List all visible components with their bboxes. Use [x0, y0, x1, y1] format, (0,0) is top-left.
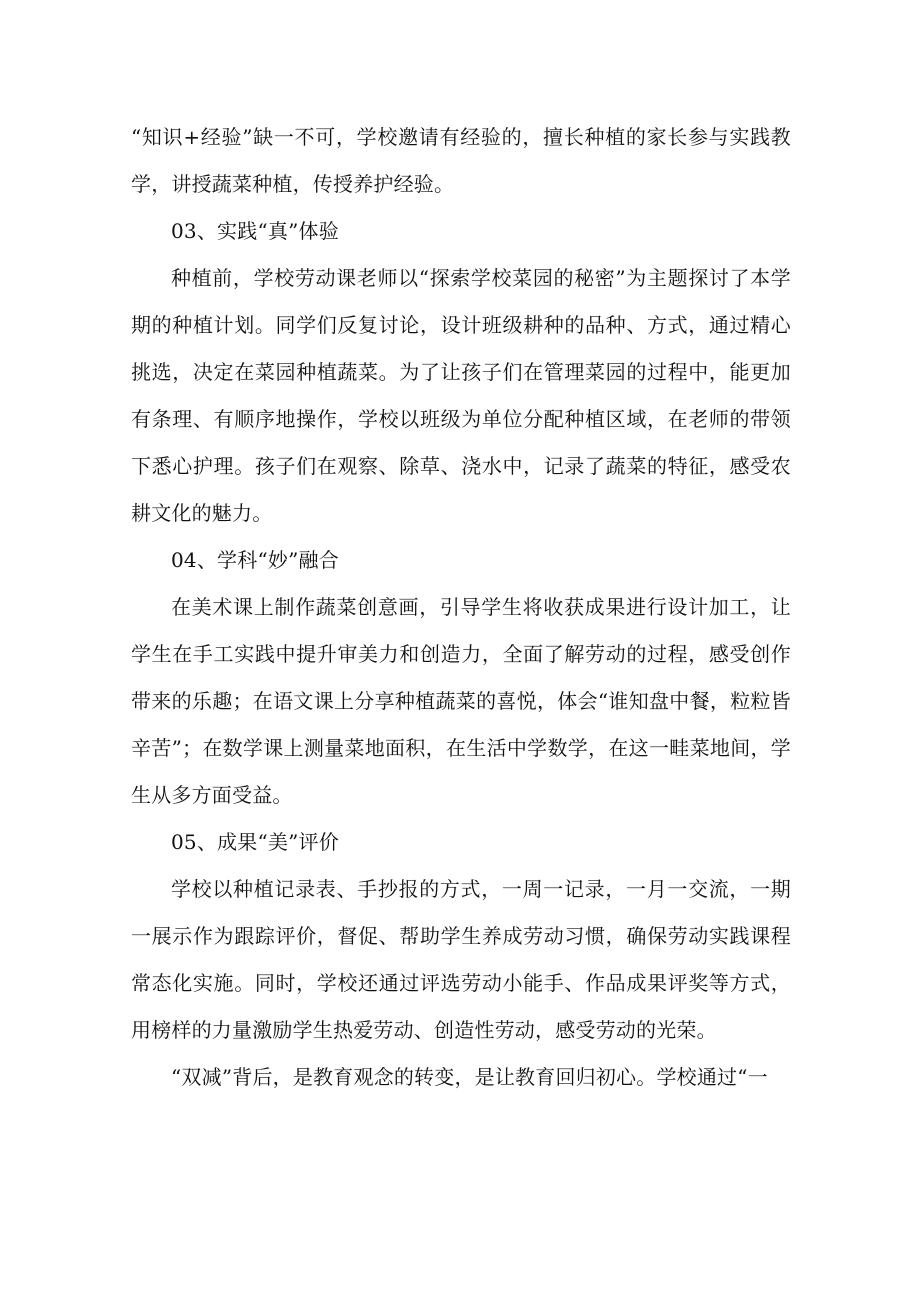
section-heading-04: 04、学科“妙”融合	[171, 548, 339, 572]
section-heading-05: 05、成果“美”评价	[171, 830, 339, 854]
paragraph-knowledge-experience: “知识+经验”缺一不可，学校邀请有经验的，擅长种植的家长参与实践教学，讲授蔬菜种植，传授养护经验。	[131, 125, 791, 196]
section-heading-03: 03、实践“真”体验	[171, 219, 339, 243]
document-body	[131, 114, 791, 1101]
paragraph-practice: 种植前，学校劳动课老师以“探索学校菜园的秘密”为主题探讨了本学期的种植计划。同学们反复讨论，设计班级耕种的品种、方式，通过精心挑选，决定在菜园种植蔬菜。为了让孩子们在管理菜园的过程中，能更加有条理、有顺序地操作，学校以班级为单位分配种植区域，在老师的带领下悉心护理。孩子们在观察、除草、浇水中，记录了蔬菜的特征，感受农耕文化的魅力。	[131, 266, 791, 525]
paragraph-subject-integration: 在美术课上制作蔬菜创意画，引导学生将收获成果进行设计加工，让学生在手工实践中提升审美力和创造力，全面了解劳动的过程，感受创作带来的乐趣；在语文课上分享种植蔬菜的喜悦，体会“谁知盘中餐，粒粒皆辛苦”；在数学课上测量菜地面积，在生活中学数学，在这一畦菜地间，学生从多方面受益。	[131, 595, 791, 807]
paragraph-evaluation: 学校以种植记录表、手抄报的方式，一周一记录，一月一交流，一期一展示作为跟踪评价，督促、帮助学生养成劳动习惯，确保劳动实践课程常态化实施。同时，学校还通过评选劳动小能手、作品成果评奖等方式，用榜样的力量激励学生热爱劳动、创造性劳动，感受劳动的光荣。	[131, 877, 791, 1042]
paragraph-double-reduction: “双减”背后，是教育观念的转变，是让教育回归初心。学校通过“一	[171, 1065, 768, 1089]
